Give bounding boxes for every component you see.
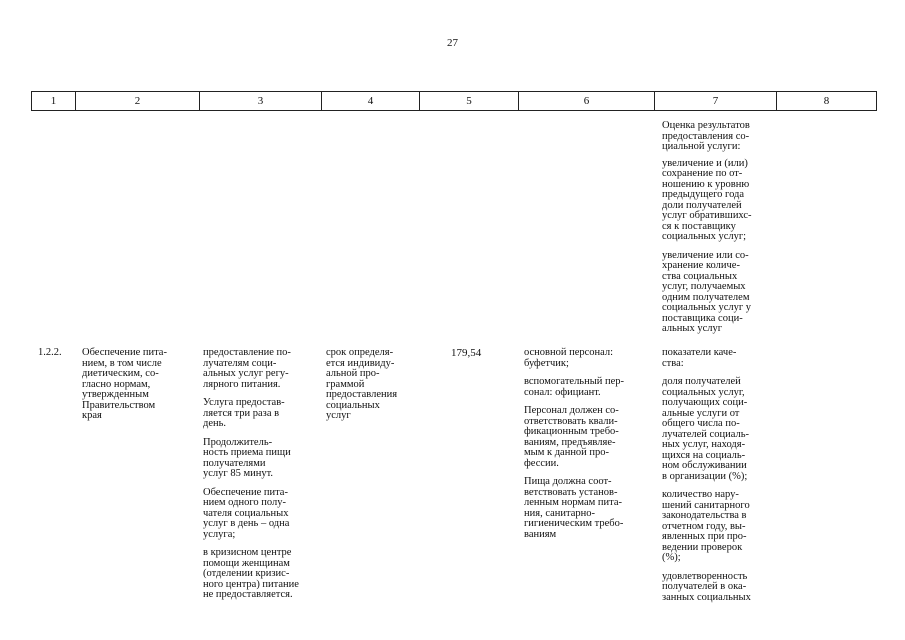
header-cell: 2 <box>75 92 199 110</box>
service-name: Обеспечение пита- нием, в том числе диетическим, со- гласно нормам, утвержденным Правительством края <box>82 347 167 421</box>
table-header <box>31 91 877 111</box>
header-cell: 8 <box>776 92 876 110</box>
staff-paragraph: Пища должна соот- ветствовать установ- ленным нормам пита- ния, санитарно- гигиеническим требо- ваниям <box>524 476 624 540</box>
staff-requirements <box>524 348 656 548</box>
description-paragraph: Продолжитель- ность приема пищи получателями услуг 85 минут. <box>203 436 291 479</box>
quality-indicators <box>662 348 778 611</box>
header-cell: 6 <box>518 92 654 110</box>
staff-paragraph: Персонал должен со- ответствовать квали- фикационным требо- ваниям, предъявляе- мым к данной про- фессии. <box>524 405 619 469</box>
staff-paragraph: вспомогательный пер- сонал: официант. <box>524 376 625 398</box>
service-description <box>203 348 321 609</box>
description-paragraph: Обеспечение пита- нием одного полу- чателя социальных услуг в день – одна услуга; <box>203 486 290 540</box>
description-paragraph: Услуга предостав- ляется три раза в день. <box>203 397 285 429</box>
assessment-column-top <box>662 121 778 343</box>
quality-paragraph: доля получателей социальных услуг, получающих соци- альные услуги от общего числа по- лучателей социаль- ных услуг, находя- щихся на социаль- ном обслуживании в организации (%); <box>662 376 749 482</box>
row-number: 1.2.2. <box>38 347 62 358</box>
quality-paragraph: количество нару- шений санитарного законодательства в отчетном году, вы- явленных при про- ведении проверок (%); <box>662 489 750 563</box>
service-price: 179,54 <box>451 347 482 359</box>
staff-paragraph: основной персонал: буфетчик; <box>524 347 614 369</box>
description-paragraph: в кризисном центре помощи женщинам (отделении кризис- ного центра) питание не предоставляется. <box>203 547 299 600</box>
assessment-paragraph: Оценка результатов предоставления со- циальной услуги: <box>662 120 750 152</box>
service-term: срок определя- ется индивиду- альной про- граммой предоставления социальных услуг <box>326 347 398 421</box>
description-paragraph: предоставление по- лучателям соци- альных услуг регу- лярного питания. <box>203 347 291 390</box>
assessment-paragraph: увеличение и (или) сохранение по от- ношению к уровню предыдущего года доли получателей услуг обратившихс- ся к поставщику социальных услуг; <box>662 157 752 242</box>
assessment-paragraph: увеличение или со- хранение количе- ства социальных услуг, получаемых одним получателем социальных услуг у поставщика соци- альных услуг <box>662 249 752 334</box>
header-cell: 3 <box>199 92 321 110</box>
header-cell: 1 <box>50 95 57 107</box>
page-number: 27 <box>447 37 458 49</box>
quality-paragraph: удовлетворенность получателей в ока- занных социальных <box>662 570 751 603</box>
header-cell: 5 <box>419 92 518 110</box>
header-cell: 4 <box>321 92 419 110</box>
quality-paragraph: показатели каче- ства: <box>662 347 737 369</box>
header-cell: 7 <box>654 92 776 110</box>
